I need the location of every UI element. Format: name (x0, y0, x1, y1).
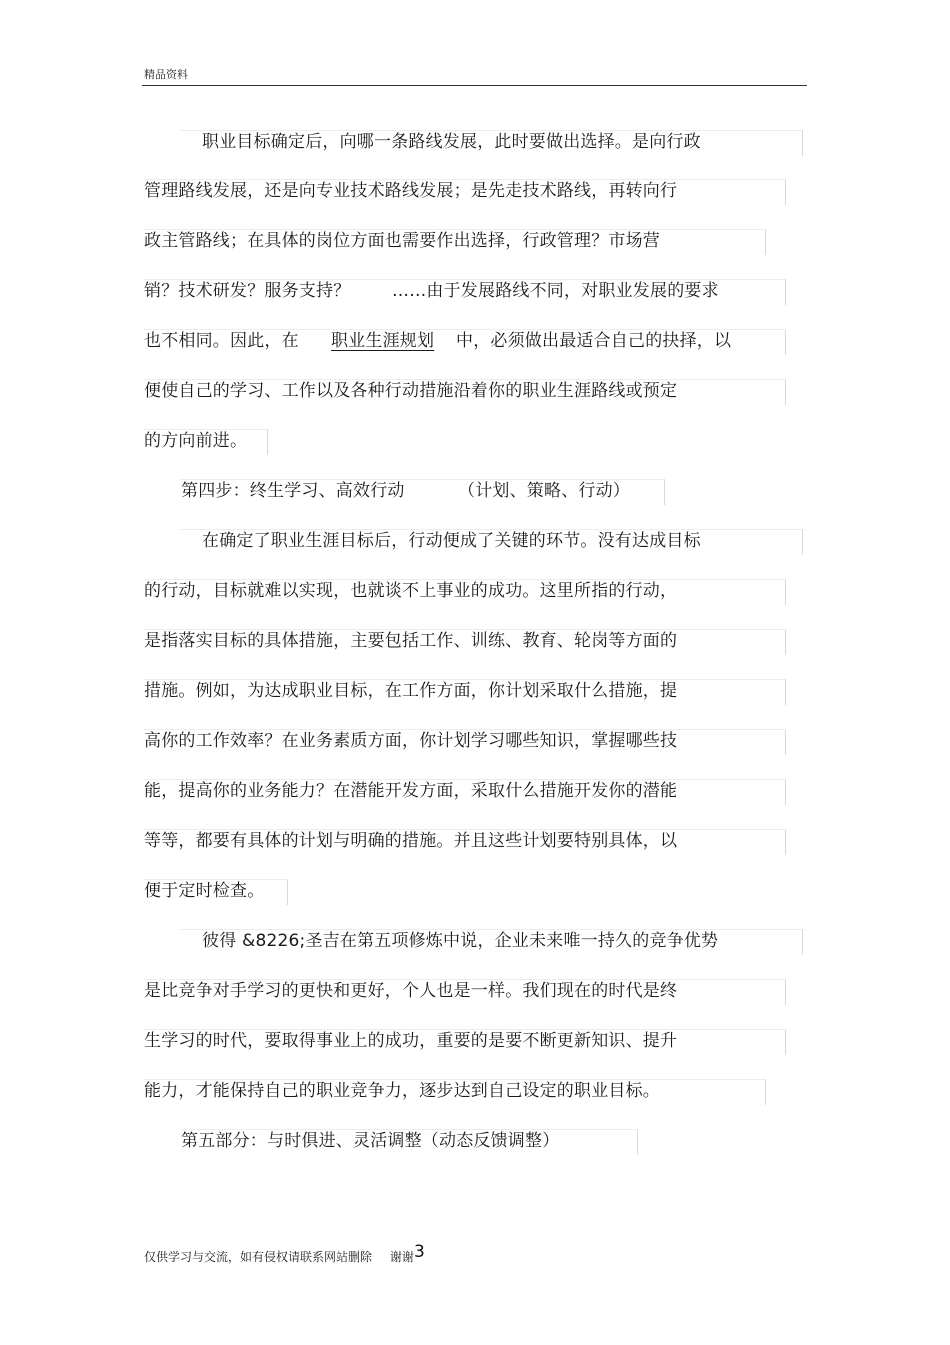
text-line: 措施。例如，为达成职业目标，在工作方面，你计划采取什么措施，提 (144, 681, 678, 701)
heading-subtitle: （计划、策略、行动） (458, 481, 630, 501)
text-line: 是指落实目标的具体措施，主要包括工作、训练、教育、轮岗等方面的 (144, 631, 678, 651)
text-line: 是比竞争对手学习的更快和更好，个人也是一样。我们现在的时代是终 (144, 981, 678, 1001)
text-line: 在确定了职业生涯目标后，行动便成了关键的环节。没有达成目标 (202, 531, 701, 551)
text-line: 高你的工作效率？在业务素质方面，你计划学习哪些知识，掌握哪些技 (144, 731, 678, 751)
text-line: ……由于发展路线不同，对职业发展的要求 (392, 281, 719, 301)
text-line: 生学习的时代，要取得事业上的成功，重要的是要不断更新知识、提升 (144, 1031, 678, 1051)
text-line: 的方向前进。 (144, 431, 248, 451)
text-line: 彼得 &8226;圣吉在第五项修炼中说，企业未来唯一持久的竞争优势 (202, 931, 719, 951)
header-rule (142, 85, 807, 86)
text-line: 销？技术研发？服务支持？ (144, 281, 351, 301)
text-line: 职业目标确定后，向哪一条路线发展，此时要做出选择。是向行政 (202, 132, 701, 152)
footer-disclaimer-text: 仅供学习与交流，如有侵权请联系网站删除 (144, 1250, 373, 1264)
footer-disclaimer (144, 1248, 414, 1265)
heading-text: 第五部分：与时俱进、灵活调整（动态反馈调整） (181, 1131, 560, 1151)
text-line: 中，必须做出最适合自己的抉择，以 (456, 331, 732, 351)
heading-text: 第四步：终生学习、高效行动 (181, 481, 405, 501)
text-line: 能力，才能保持自己的职业竞争力，逐步达到自己设定的职业目标。 (144, 1081, 660, 1101)
footer-thanks: 谢谢 (389, 1250, 414, 1264)
text-line: 便于定时检查。 (144, 881, 265, 901)
text-line: 的行动，目标就难以实现，也就谈不上事业的成功。这里所指的行动， (144, 581, 678, 601)
text-line: 便使自己的学习、工作以及各种行动措施沿着你的职业生涯路线或预定 (144, 381, 678, 401)
page-number: 3 (414, 1242, 425, 1262)
text-line: 能，提高你的业务能力？在潜能开发方面，采取什么措施开发你的潜能 (144, 781, 678, 801)
text-line: 政主管路线；在具体的岗位方面也需要作出选择，行政管理？市场营 (144, 231, 660, 251)
page-header-label: 精品资料 (144, 68, 188, 81)
text-line: 也不相同。因此，在 (144, 331, 299, 351)
text-line: 等等，都要有具体的计划与明确的措施。并且这些计划要特别具体，以 (144, 831, 678, 851)
text-line: 管理路线发展，还是向专业技术路线发展；是先走技术路线，再转向行 (144, 181, 678, 201)
career-planning-term: 职业生涯规划 (331, 331, 435, 351)
